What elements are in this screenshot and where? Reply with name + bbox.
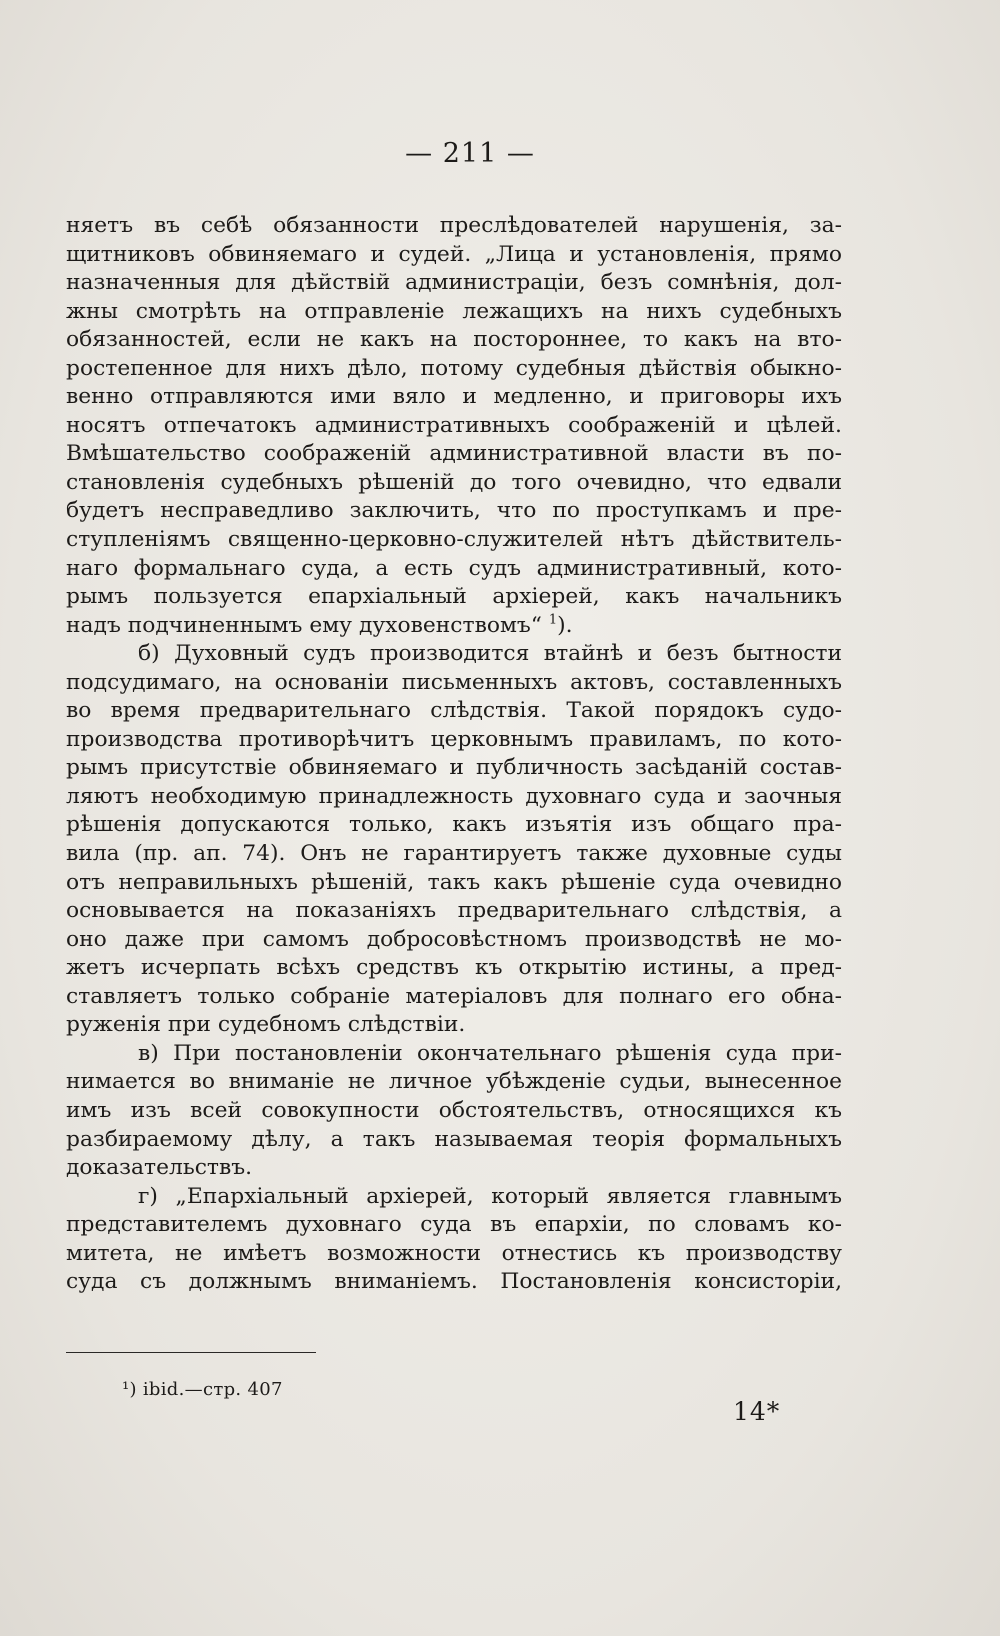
text-line: ставляетъ только собраніе матеріаловъ для полнаго его обна-: [66, 983, 842, 1009]
text-line: венно отправляются ими вяло и медленно, и приговоры ихъ: [66, 384, 842, 410]
text-line: назначенныя для дѣйствій администраціи, безъ сомнѣнія, дол-: [66, 270, 842, 296]
text-line: отъ неправильныхъ рѣшеній, такъ какъ рѣшеніе суда очевидно: [66, 869, 842, 895]
signature-mark: 14*: [733, 1397, 781, 1426]
body-text: [66, 212, 842, 1297]
text-line: производства противорѣчитъ церковнымъ правиламъ, по кото-: [66, 726, 842, 752]
text-line: митета, не имѣетъ возможности отнестись къ производству: [66, 1240, 842, 1266]
text-line: будетъ несправедливо заключить, что по проступкамъ и пре-: [66, 498, 842, 524]
paragraph-b-start: б) Духовный судъ производится втайнѣ и безъ бытности: [138, 641, 842, 667]
text-line: подсудимаго, на основаніи письменныхъ актовъ, составленныхъ: [66, 669, 842, 695]
text-line: носятъ отпечатокъ административныхъ соображеній и цѣлей.: [66, 412, 842, 438]
text-line: суда съ должнымъ вниманіемъ. Постановленія консисторіи,: [66, 1269, 842, 1295]
text-line: вила (пр. ап. 74). Онъ не гарантируетъ также духовные суды: [66, 841, 842, 867]
text-line: оно даже при самомъ добросовѣстномъ производствѣ не мо-: [66, 926, 842, 952]
text-line: наго формальнаго суда, а есть судъ административный, кото-: [66, 555, 842, 581]
footnote-divider: [66, 1352, 316, 1353]
footnote-reference: 1: [548, 612, 558, 628]
paragraph-v-start: в) При постановленіи окончательнаго рѣшенія суда при-: [138, 1040, 842, 1066]
text-line: обязанностей, если не какъ на постороннее, то какъ на вто-: [66, 327, 842, 353]
text-line: няетъ въ себѣ обязанности преслѣдователей нарушенія, за-: [66, 213, 842, 238]
text-line: жны смотрѣть на отправленіе лежащихъ на нихъ судебныхъ: [66, 298, 842, 324]
text-line: во время предварительнаго слѣдствія. Такой порядокъ судо-: [66, 698, 842, 724]
text-line: жетъ исчерпать всѣхъ средствъ къ открытію истины, а пред-: [66, 955, 842, 981]
text-line-content: надъ подчиненнымъ ему духовенствомъ“: [66, 612, 542, 638]
text-line: рымъ пользуется епархіальный архіерей, какъ начальникъ: [66, 584, 842, 610]
text-line: основывается на показаніяхъ предварительнаго слѣдствія, а: [66, 898, 842, 924]
page-number: — 211 —: [405, 138, 535, 169]
text-line: нимается во вниманіе не личное убѣжденіе судьи, вынесенное: [66, 1069, 842, 1095]
text-line: имъ изъ всей совокупности обстоятельствъ, относящихся къ: [66, 1097, 842, 1123]
text-line: ростепенное для нихъ дѣло, потому судебныя дѣйствія обыкно-: [66, 355, 842, 381]
text-line: разбираемому дѣлу, а такъ называемая теорія формальныхъ: [66, 1126, 842, 1152]
text-line: рымъ присутствіе обвиняемаго и публичность засѣданій состав-: [66, 755, 842, 781]
text-line: ступленіямъ священно-церковно-служителей нѣтъ дѣйствитель-: [66, 527, 842, 553]
text-line: доказательствъ.: [66, 1155, 253, 1181]
text-line: руженія при судебномъ слѣдствіи.: [66, 1012, 466, 1038]
footnote: ¹) ibid.—стр. 407: [122, 1379, 283, 1400]
text-line: становленія судебныхъ рѣшеній до того очевидно, что едвали: [66, 469, 842, 495]
text-line: щитниковъ обвиняемаго и судей. „Лица и установленія, прямо: [66, 241, 842, 267]
text-line: ляютъ необходимую принадлежность духовнаго суда и заочныя: [66, 783, 842, 809]
footnote-reference-suffix: ).: [557, 612, 573, 638]
text-line: представителемъ духовнаго суда въ епархіи, по словамъ ко-: [66, 1212, 842, 1238]
paragraph-g-start: г) „Епархіальный архіерей, который является главнымъ: [138, 1183, 842, 1209]
text-line-with-note: [66, 612, 842, 641]
text-line: рѣшенія допускаются только, какъ изъятія изъ общаго пра-: [66, 812, 842, 838]
text-line: Вмѣшательство соображеній административной власти въ по-: [66, 441, 842, 467]
